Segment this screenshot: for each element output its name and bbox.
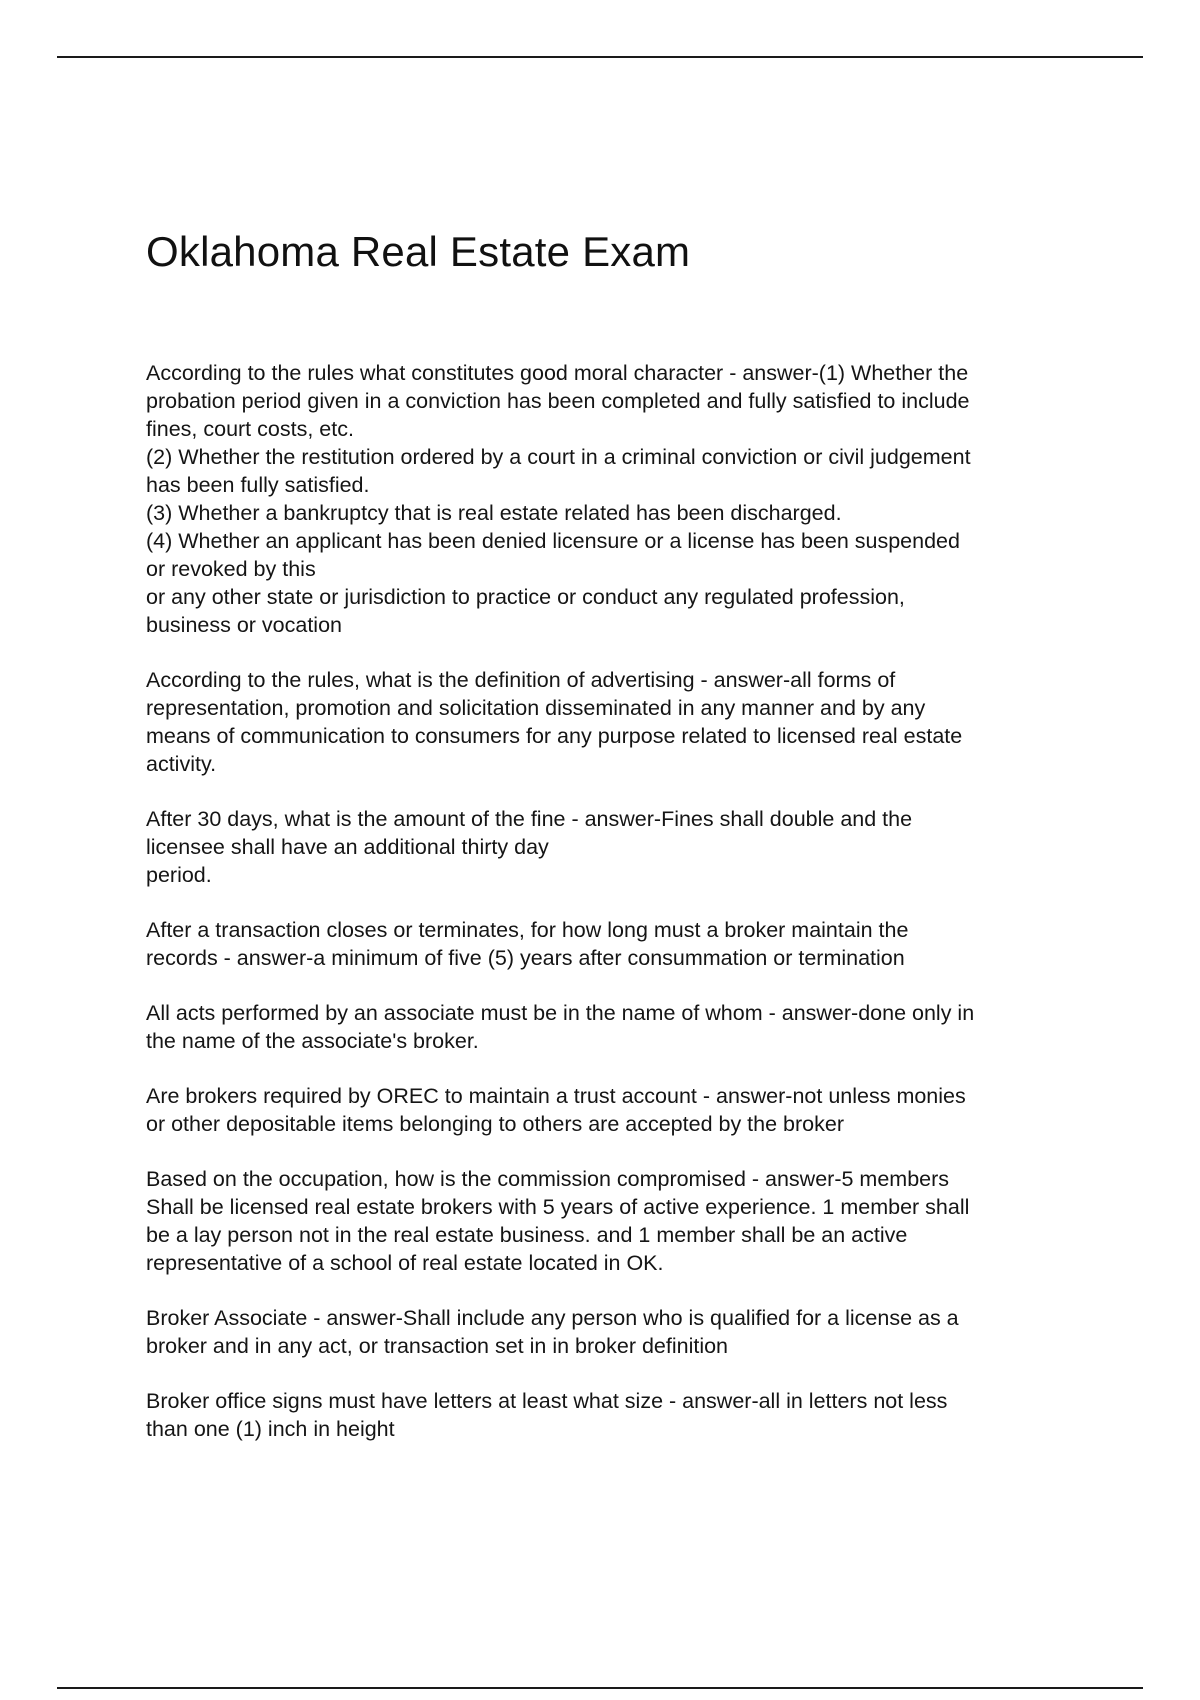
qa-line: All acts performed by an associate must be in the name of whom - answer-done only in [146,1001,975,1025]
qa-item [146,359,1086,639]
qa-line: probation period given in a conviction has been completed and fully satisfied to include [146,389,970,413]
qa-item [146,666,1086,778]
qa-line: be a lay person not in the real estate business. and 1 member shall be an active [146,1223,908,1247]
qa-line: or revoked by this [146,557,316,581]
bottom-rule [57,1687,1143,1689]
qa-line: than one (1) inch in height [146,1417,395,1441]
qa-line: business or vocation [146,613,342,637]
qa-item [146,999,1086,1055]
page-title: Oklahoma Real Estate Exam [146,228,691,275]
qa-line: Broker office signs must have letters at least what size - answer-all in letters not less [146,1389,948,1413]
qa-line: activity. [146,752,217,776]
qa-line: representative of a school of real estate located in OK. [146,1251,664,1275]
qa-item [146,1082,1086,1138]
qa-line: Broker Associate - answer-Shall include any person who is qualified for a license as a [146,1306,959,1330]
qa-line: Based on the occupation, how is the commission compromised - answer-5 members [146,1167,950,1191]
qa-line: period. [146,863,212,887]
qa-line: licensee shall have an additional thirty day [146,835,549,859]
qa-item [146,805,1086,889]
qa-line: After a transaction closes or terminates, for how long must a broker maintain the [146,918,909,942]
qa-line: broker and in any act, or transaction set in in broker definition [146,1334,729,1358]
qa-item [146,916,1086,972]
qa-line: After 30 days, what is the amount of the fine - answer-Fines shall double and the [146,807,913,831]
qa-line: Are brokers required by OREC to maintain a trust account - answer-not unless monies [146,1084,966,1108]
qa-item [146,1304,1086,1360]
qa-line: means of communication to consumers for any purpose related to licensed real estate [146,724,963,748]
top-rule [57,56,1143,58]
qa-line: the name of the associate's broker. [146,1029,479,1053]
qa-line: has been fully satisfied. [146,473,370,497]
qa-item [146,1387,1086,1443]
qa-line: or other depositable items belonging to others are accepted by the broker [146,1112,844,1136]
qa-line: representation, promotion and solicitation disseminated in any manner and by any [146,696,926,720]
qa-line: (4) Whether an applicant has been denied licensure or a license has been suspended [146,529,960,553]
qa-list [146,359,1086,1470]
qa-line: records - answer-a minimum of five (5) years after consummation or termination [146,946,905,970]
qa-line: or any other state or jurisdiction to practice or conduct any regulated profession, [146,585,905,609]
qa-line: According to the rules, what is the definition of advertising - answer-all forms of [146,668,896,692]
qa-line: (2) Whether the restitution ordered by a court in a criminal conviction or civil judgement [146,445,971,469]
qa-line: (3) Whether a bankruptcy that is real estate related has been discharged. [146,501,842,525]
qa-line: Shall be licensed real estate brokers with 5 years of active experience. 1 member shall [146,1195,970,1219]
qa-line: fines, court costs, etc. [146,417,354,441]
qa-line: According to the rules what constitutes good moral character - answer-(1) Whether the [146,361,969,385]
qa-item [146,1165,1086,1277]
